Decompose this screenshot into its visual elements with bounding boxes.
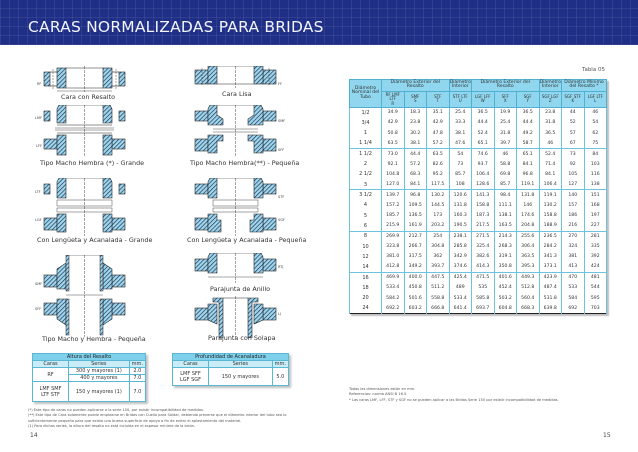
caption-male-female-small-pipe: Tipo Macho y Hembra - Pequeña [42, 335, 146, 343]
tag-ff: FF [278, 82, 283, 86]
table-row: 5 185.7 136.5 173 160.3 187.3 138.1 174.6 158.8 186 197 [350, 211, 607, 221]
caption-ring-joint: Parajunta de Anillo [210, 285, 271, 293]
table-row: 2 1/2 104.8 68.3 95.2 85.7 106.4 69.8 96.8 84.1 105 116 [350, 169, 607, 179]
caption-male-female-large: Tipo Macho Hembra (*) - Grande [40, 159, 145, 167]
table-row: 1 1/4 63.5 38.1 57.2 47.6 65.1 39.7 58.7 46 67 75 [350, 138, 607, 148]
page-number-right: 15 [603, 432, 611, 439]
table-title: Altura del Resalto [33, 354, 146, 361]
table-row: RF 300 y mayores (1) 2.0 [33, 368, 146, 375]
table-row: 16 469.9 400.0 447.5 425.4 471.5 401.6 449.3 423.9 470 481 [350, 272, 607, 282]
header-ext2: Diámetro Exterior del Resalto [472, 80, 540, 92]
tag-lj: LJ [278, 312, 281, 316]
table-title: Profundidad de Acanaladura [173, 354, 289, 361]
drawing-raised-face [42, 66, 127, 92]
table-row: 24 692.2 603.2 666.8 641.4 693.7 604.8 668.3 639.8 692 703 [350, 303, 607, 313]
column-header: RF LMF LTF R [382, 91, 405, 107]
tag-lff: LFF [36, 144, 42, 148]
tag-sff: SFF [278, 148, 285, 152]
drawing-flat-face [193, 66, 278, 88]
caption-lap-joint: Parajunta con Solapa [208, 334, 276, 342]
column-header: SGF Y [517, 91, 540, 107]
title-banner [0, 0, 638, 45]
header-int2: Diámetro Interior [539, 80, 561, 90]
footnotes-right: Todas las dimensiones están en mm. Referencias: norma ANSI B 16.5. * Las caras LMF, LFF, STF y SGF no se pueden aplicar a las Bridas Serie 150 por existir incompatibilidad de medidas. [349, 387, 559, 402]
drawing-lap-joint [193, 296, 278, 338]
tag-smf-2: SMF [35, 282, 43, 286]
footnotes-left: (*) Este tipo de caras no pueden aplicarse a la serie 150, por existir incompatibilidad de medidas. (**) Este tipo de Cara solamente puede emplearse en Bridas con Cuello para Soldar, debiendo preverse que el diámetro interior del tubo sea lo suficientemente pequeño para que exista una buena superficie de apoyo a fin de evitar el aplastamiento del material. (1) Para dichas series, la altura del resalto no está incluida en el espesor mínimo de la brida. [28, 408, 287, 429]
table-row: 3/4 42.9 23.8 42.9 33.3 44.4 25.4 44.4 31.8 52 54 [350, 118, 607, 128]
table-row: 4 157.2 109.5 144.5 131.8 158.8 111.1 146 130.2 157 168 [350, 200, 607, 210]
tag-lgf: LGF [35, 218, 42, 222]
page-title: CARAS NORMALIZADAS PARA BRIDAS [28, 18, 324, 36]
col-mm: mm. [272, 361, 288, 368]
column-header: SMF S [404, 91, 427, 107]
table-row: 10 323.8 266.7 304.8 285.8 325.4 268.3 306.4 284.2 324 335 [350, 241, 607, 251]
tag-rtj: RTJ [278, 265, 284, 269]
table-row: 3 1/2 139.7 96.8 130.2 120.6 141.3 98.4 131.8 119.1 140 151 [350, 190, 607, 200]
table-row: 2 92.1 57.2 82.6 73 93.7 58.8 84.1 71.4 92 103 [350, 159, 607, 169]
caption-tongue-groove-small: Con Lengüeta y Acanalada - Pequeña [187, 236, 307, 244]
column-header: STF LTF U [449, 91, 472, 107]
tag-lmf: LMF [35, 116, 42, 120]
raised-face-height-table [32, 353, 146, 402]
table-row: 6 215.9 161.9 203.2 190.5 217.5 163.5 204.8 188.9 216 227 [350, 221, 607, 231]
drawing-male-female-small-pipe [42, 255, 127, 337]
drawing-male-female-small [193, 105, 278, 157]
table-row: 14 412.8 349.2 393.7 374.6 414.3 350.8 395.3 373.1 413 424 [350, 262, 607, 272]
column-header: STF T [427, 91, 450, 107]
column-header: SGF LGF Z [539, 91, 562, 107]
table-row: LMF SFF LGF SGF 150 y mayores 5.0 [173, 368, 289, 386]
header-int1: Diámetro Interior [449, 80, 471, 90]
column-header: LGF LFF W [472, 91, 495, 107]
drawing-tongue-groove-large [42, 178, 127, 236]
tag-smf: SMF [278, 119, 286, 123]
column-header: LGF LTF L [584, 91, 607, 107]
header-ext1: Diámetro Exterior del Resalto [382, 80, 450, 92]
tag-rf: RF [37, 82, 42, 86]
caption-tongue-groove-large: Con Lengüeta y Acanalada - Grande [37, 236, 153, 244]
table-row: 12 381.0 317.5 362 342.9 382.6 319.1 363.5 341.3 381 392 [350, 252, 607, 262]
tag-ltf: LTF [35, 190, 41, 194]
groove-depth-table [172, 353, 289, 386]
column-header: SFF X [494, 91, 517, 107]
tag-sff-2: SFF [35, 307, 42, 311]
col-series: Series [209, 361, 273, 368]
table-row: 400 y mayores 7.0 [33, 375, 146, 382]
drawing-tongue-groove-small [193, 178, 278, 236]
col-mm: mm. [129, 361, 145, 368]
tag-stf: STF [278, 195, 285, 199]
table-row: 8 269.9 212.7 254 238.1 271.5 214.3 255.6 236.5 270 281 [350, 231, 607, 241]
drawing-ring-joint [193, 253, 278, 283]
drawing-male-female-large [42, 105, 127, 157]
table-row: 3 127.0 84.1 117.5 108 128.6 85.7 119.1 106.4 127 138 [350, 180, 607, 190]
col-caras: Caras [173, 361, 209, 368]
caption-flat-face: Cara Lisa [222, 90, 252, 98]
table-label: Tabla 05 [582, 67, 605, 73]
table-row: 18 533.4 450.8 511.2 489 535 452.4 512.8 487.4 533 544 [350, 283, 607, 293]
table-row: 1/2 34.9 18.3 35.1 25.4 36.5 19.9 36.5 23.8 44 46 [350, 108, 607, 118]
page-number-left: 14 [30, 432, 38, 439]
table-row: LMF SMF LTF STF 150 y mayores (1) 7.0 [33, 382, 146, 402]
header-min: Diámetro Mínimo del Resalto * [562, 80, 607, 92]
table-row: 20 584.2 501.6 558.8 533.4 585.8 503.2 560.4 531.8 584 595 [350, 293, 607, 303]
caption-raised-face: Cara con Resalto [61, 93, 115, 101]
column-header: SGF STF K [562, 91, 585, 107]
tag-sgf: SGF [278, 218, 285, 222]
header-nominal: Diámetro Nominal del Tubo [350, 80, 382, 108]
col-caras: Caras [33, 361, 69, 368]
caption-male-female-small: Tipo Macho Hembra(**) - Pequeña [190, 159, 300, 167]
table-row: 1 1/2 73.0 44.4 63.5 54 74.6 46 65.1 52.4 73 84 [350, 149, 607, 159]
dimensions-table [349, 79, 607, 314]
table-row: 1 50.8 30.2 47.8 38.1 52.4 31.8 49.2 36.5 57 62 [350, 128, 607, 138]
col-series: Series [69, 361, 130, 368]
